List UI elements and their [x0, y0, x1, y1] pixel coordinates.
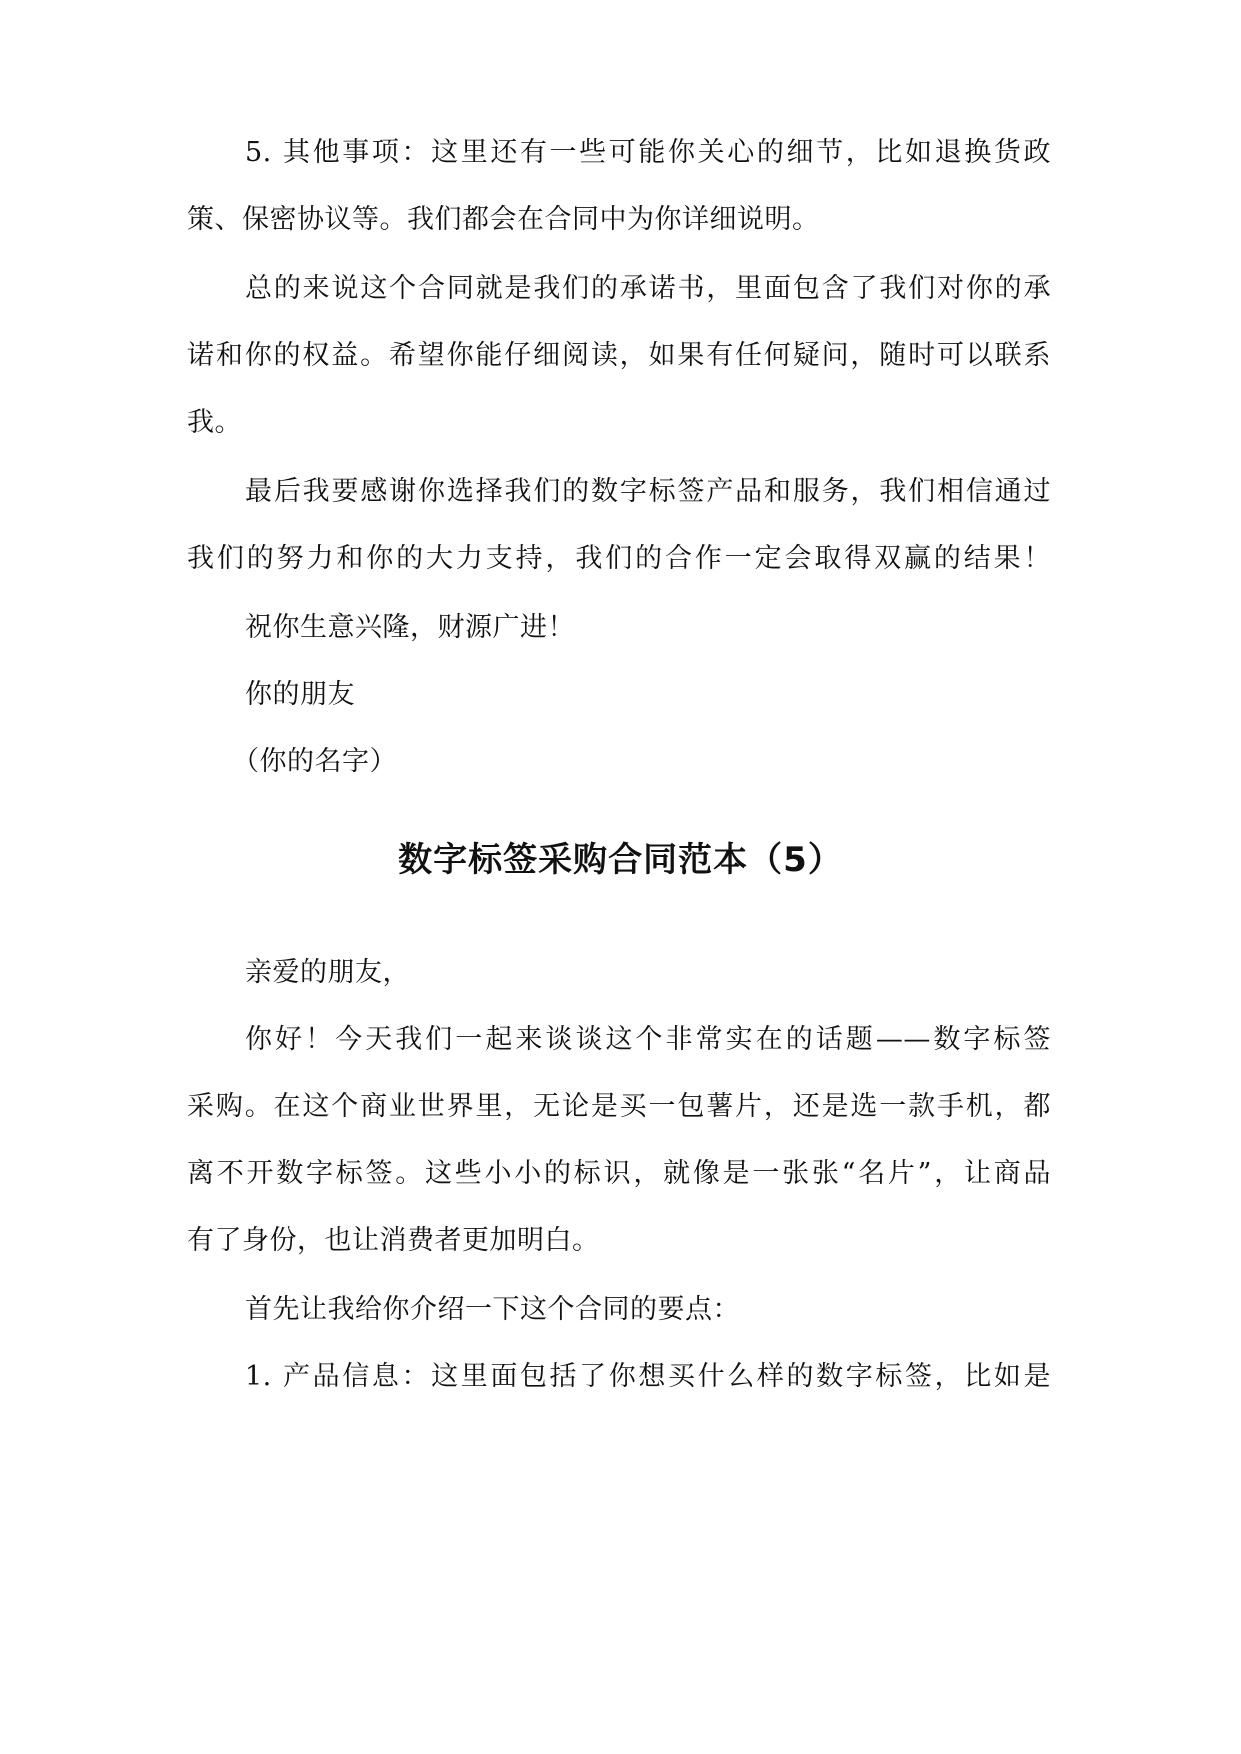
item1-line1: 1. 产品信息：这里面包括了你想买什么样的数字标签，比如是	[245, 1361, 1051, 1392]
intro-line3: 离不开数字标签。这些小小的标识，就像是一张张“名片”，让商品	[187, 1158, 1051, 1189]
intro-line2: 采购。在这个商业世界里，无论是买一包薯片，还是选一款手机，都	[187, 1091, 1051, 1122]
summary-line3: 我。	[187, 407, 242, 438]
intro-line4: 有了身份，也让消费者更加明白。	[187, 1225, 600, 1256]
signature-line: （你的名字）	[232, 746, 397, 777]
closing-line: 你的朋友	[245, 679, 355, 710]
summary-line1: 总的来说这个合同就是我们的承诺书，里面包含了我们对你的承	[245, 273, 1051, 304]
item5-line2: 策、保密协议等。我们都会在合同中为你详细说明。	[187, 204, 820, 235]
thanks-line2: 我们的努力和你的大力支持，我们的合作一定会取得双赢的结果！	[187, 543, 1051, 574]
thanks-line1: 最后我要感谢你选择我们的数字标签产品和服务，我们相信通过	[245, 476, 1051, 507]
summary-line2: 诺和你的权益。希望你能仔细阅读，如果有任何疑问，随时可以联系	[187, 340, 1051, 371]
section-title: 数字标签采购合同范本（5）	[398, 840, 843, 880]
intro-line1: 你好！今天我们一起来谈谈这个非常实在的话题——数字标签	[245, 1024, 1051, 1055]
item5-line1: 5. 其他事项：这里还有一些可能你关心的细节，比如退换货政	[245, 137, 1051, 168]
greeting-line: 亲爱的朋友，	[245, 957, 410, 988]
points-intro-line: 首先让我给你介绍一下这个合同的要点：	[245, 1294, 740, 1325]
wish-line: 祝你生意兴隆，财源广进！	[245, 612, 575, 643]
